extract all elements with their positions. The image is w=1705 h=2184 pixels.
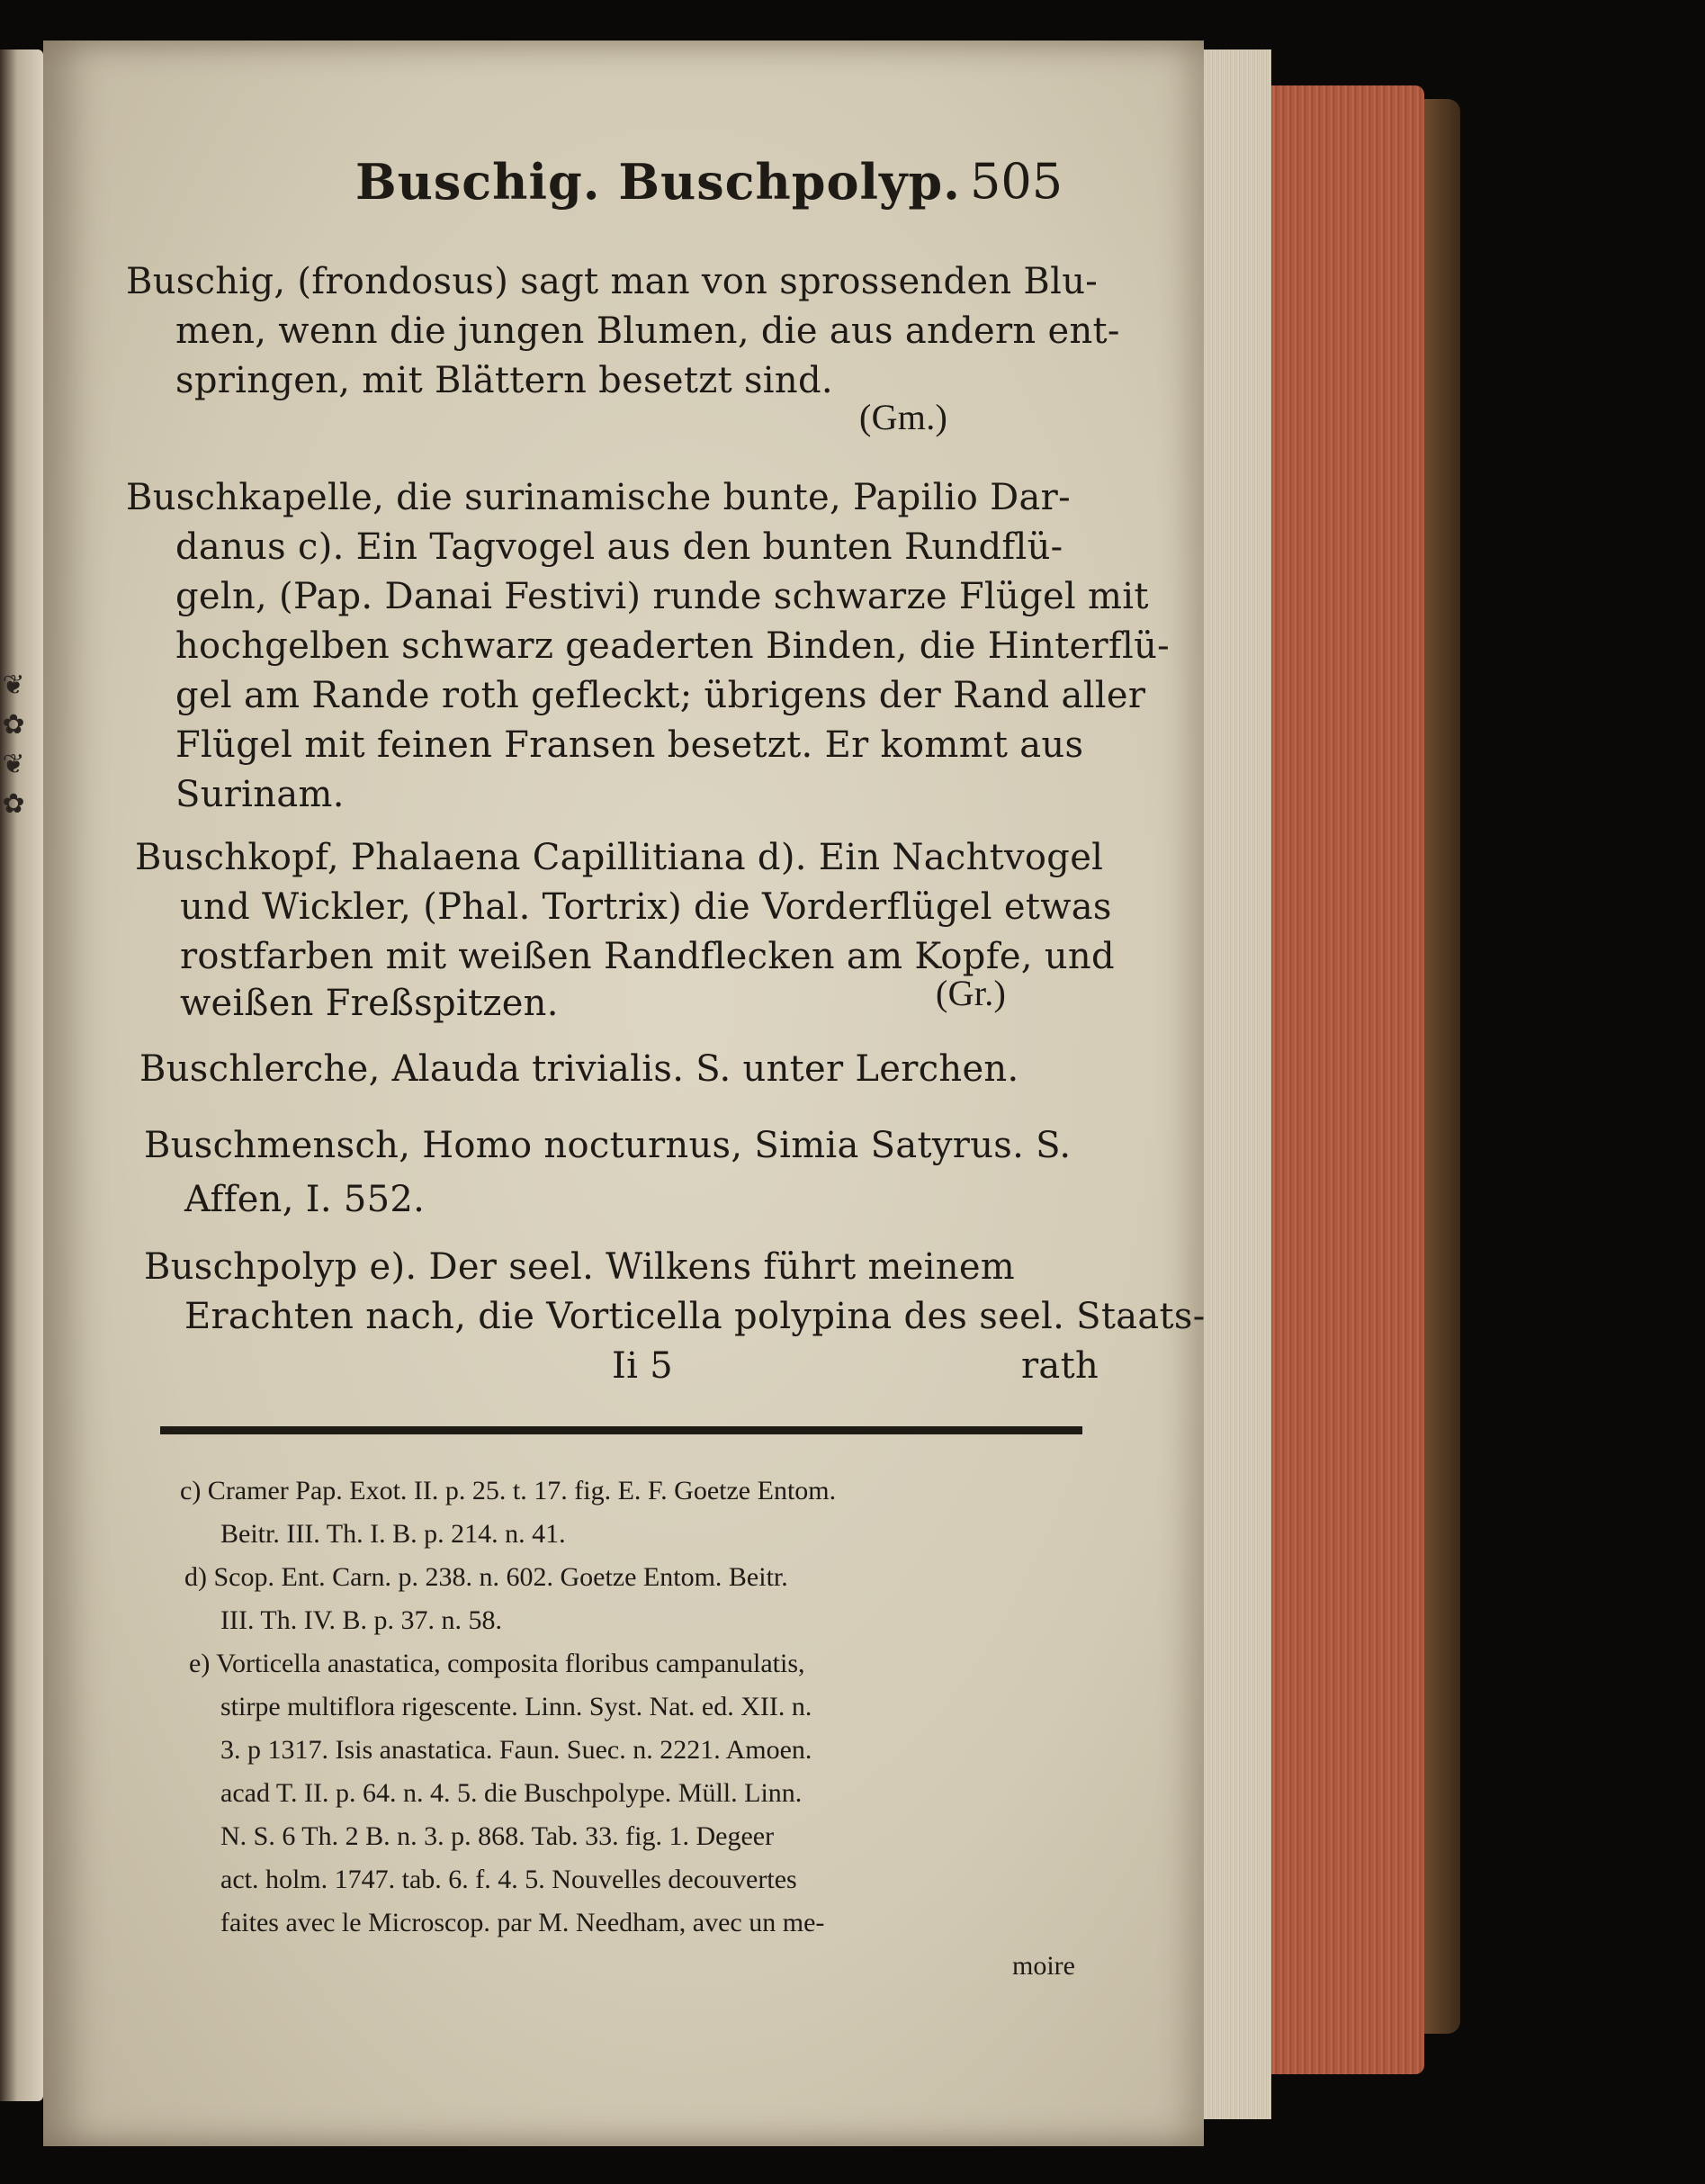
footnote-line: e) Vorticella anastatica, composita floribus campanulatis, xyxy=(189,1649,805,1678)
footnote-line: III. Th. IV. B. p. 37. n. 58. xyxy=(220,1605,503,1635)
red-page-edge xyxy=(1271,85,1424,2074)
entry-buschig-line: springen, mit Blättern besetzt sind. xyxy=(175,360,833,401)
footnote-line: moire xyxy=(1012,1951,1075,1981)
entry-buschkapelle-line: Flügel mit feinen Fransen besetzt. Er kommt aus xyxy=(175,724,1084,766)
footnote-line: d) Scop. Ent. Carn. p. 238. n. 602. Goetze Entom. Beitr. xyxy=(184,1562,788,1592)
entry-buschkapelle-line: hochgelben schwarz geaderten Binden, die Hinterflü- xyxy=(175,625,1170,667)
entry-buschkopf-line: und Wickler, (Phal. Tortrix) die Vorderflügel etwas xyxy=(180,886,1112,928)
signature-mark: Ii 5 xyxy=(612,1345,673,1387)
entry-buschkapelle-line: geln, (Pap. Danai Festivi) runde schwarze Flügel mit xyxy=(175,576,1149,617)
entry-buschpolyp-line: Erachten nach, die Vorticella polypina des seel. Staats- xyxy=(184,1296,1206,1337)
facing-page-edge xyxy=(0,49,43,2101)
footnote-line: Beitr. III. Th. I. B. p. 214. n. 41. xyxy=(220,1519,566,1549)
footnote-line: acad T. II. p. 64. n. 4. 5. die Buschpolype. Müll. Linn. xyxy=(220,1778,803,1808)
entry-buschmensch-line: Affen, I. 552. xyxy=(184,1179,426,1220)
ornament-icon: ❦ ✿ ❦ ✿ xyxy=(2,670,25,820)
footnote-line: stirpe multiflora rigescente. Linn. Syst. Nat. ed. XII. n. xyxy=(220,1692,812,1721)
entry-buschkapelle-line: gel am Rande roth gefleckt; übrigens der Rand aller xyxy=(175,675,1146,716)
footnote-line: faites avec le Microscop. par M. Needham, avec un me- xyxy=(220,1908,825,1937)
author-sign: (Gr.) xyxy=(936,973,1007,1013)
entry-buschpolyp-line: Buschpolyp e). Der seel. Wilkens führt meinem xyxy=(144,1246,1016,1288)
entry-buschkopf-line: Buschkopf, Phalaena Capillitiana d). Ein Nachtvogel xyxy=(135,837,1104,878)
footnote-line: c) Cramer Pap. Exot. II. p. 25. t. 17. fig. E. F. Goetze Entom. xyxy=(180,1476,837,1505)
footnote-line: 3. p 1317. Isis anastatica. Faun. Suec. n. 2221. Amoen. xyxy=(220,1735,812,1765)
entry-buschlerche-line: Buschlerche, Alauda trivialis. S. unter Lerchen. xyxy=(139,1048,1019,1090)
running-header: Buschig. Buschpolyp. xyxy=(355,153,961,211)
footnote-line: N. S. 6 Th. 2 B. n. 3. p. 868. Tab. 33. fig. 1. Degeer xyxy=(220,1821,775,1851)
entry-buschmensch-line: Buschmensch, Homo nocturnus, Simia Satyrus. S. xyxy=(144,1125,1072,1166)
page-block-edges xyxy=(1204,49,1271,2119)
author-sign: (Gm.) xyxy=(859,397,948,437)
footnote-line: act. holm. 1747. tab. 6. f. 4. 5. Nouvelles decouvertes xyxy=(220,1865,797,1894)
entry-buschig-line: Buschig, (frondosus) sagt man von sprossenden Blu- xyxy=(126,261,1099,302)
footnote-rule xyxy=(160,1426,1082,1434)
catchword: rath xyxy=(1021,1345,1099,1387)
entry-buschkapelle-line: danus c). Ein Tagvogel aus den bunten Rundflü- xyxy=(175,526,1063,568)
book-cover-edge xyxy=(1424,99,1460,2034)
entry-buschkopf-line: rostfarben mit weißen Randflecken am Kopfe, und xyxy=(180,936,1115,977)
entry-buschig-line: men, wenn die jungen Blumen, die aus andern ent- xyxy=(175,310,1120,352)
entry-buschkopf-line: weißen Freßspitzen. xyxy=(180,983,559,1024)
entry-buschkapelle-line: Surinam. xyxy=(175,774,345,815)
page-number: 505 xyxy=(970,153,1063,210)
entry-buschkapelle-line: Buschkapelle, die surinamische bunte, Papilio Dar- xyxy=(126,477,1071,518)
